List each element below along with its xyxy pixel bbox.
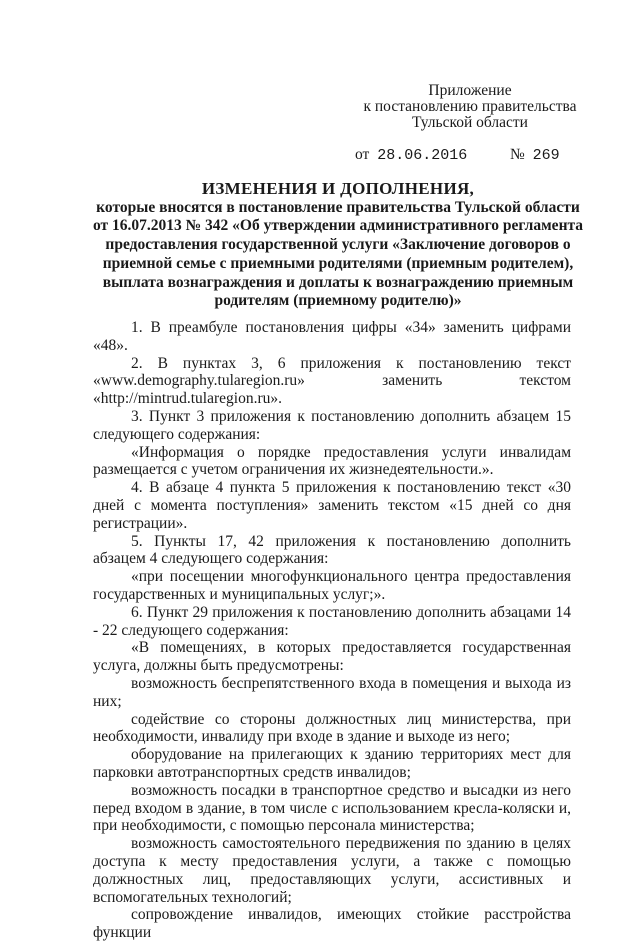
title-main: ИЗМЕНЕНИЯ И ДОПОЛНЕНИЯ, bbox=[201, 179, 475, 198]
document-number: 269 bbox=[532, 147, 560, 164]
paragraph-2: 2. В пунктах 3, 6 приложения к постановлению текст «www.demography.tularegion.ru» заменить текстом «http://mintrud.tularegion.ru». bbox=[93, 354, 571, 408]
paragraph-6-quote-intro: «В помещениях, в которых предоставляется государственная услуга, должны быть предусмотрены: bbox=[93, 639, 571, 675]
list-item: возможность посадки в транспортное средство и высадки из него перед входом в здание, в том числе с использованием кресла-коляски и, при необходимости, с помощью персонала министерства; bbox=[93, 781, 571, 835]
list-item: оборудование на прилегающих к зданию территориях мест для парковки автотранспортных средств инвалидов; bbox=[93, 746, 571, 781]
list-item: возможность самостоятельного передвижения по зданию в целях доступа к месту предоставления услуги, а также с помощью должностных лиц, предоставляющих услуги, ассистивных и вспомогательных технологий; bbox=[93, 835, 571, 906]
appendix-header bbox=[355, 83, 585, 131]
number-group bbox=[510, 146, 560, 164]
paragraph-1: 1. В преамбуле постановления цифры «34» заменить цифрами «48». bbox=[93, 319, 571, 354]
document-body bbox=[93, 319, 571, 942]
date-label: от bbox=[355, 146, 370, 163]
list-item: сопровождение инвалидов, имеющих стойкие расстройства функции bbox=[93, 906, 571, 942]
paragraph-3: 3. Пункт 3 приложения к постановлению дополнить абзацем 15 следующего содержания: bbox=[93, 407, 571, 443]
number-label: № bbox=[510, 146, 525, 163]
paragraph-5-quote: «при посещении многофункционального центра предоставления государственных и муниципальных услуг;». bbox=[93, 568, 571, 603]
appendix-label: Приложение bbox=[428, 82, 512, 99]
title-subtitle: которые вносятся в постановление правительства Тульской области от 16.07.2013 № 342 «Об утверждении административного регламента предоставления государственной услуги «Заключение договоров о приемной семье с приемными родителями (приемным родителем), выплата вознаграждения и доплаты к вознаграждению приемным родителям (приемному родителю)» bbox=[92, 198, 584, 310]
appendix-region: Тульской области bbox=[412, 114, 528, 131]
document-title bbox=[88, 180, 588, 311]
paragraph-3-quote: «Информация о порядке предоставления услуги инвалидам размещается с учетом ограничения их жизнедеятельности.». bbox=[93, 443, 571, 479]
paragraph-5: 5. Пункты 17, 42 приложения к постановлению дополнить абзацем 4 следующего содержания: bbox=[93, 532, 571, 568]
document-date-number bbox=[355, 146, 575, 164]
appendix-reference: к постановлению правительства bbox=[363, 98, 577, 115]
paragraph-4: 4. В абзаце 4 пункта 5 приложения к постановлению текст «30 дней с момента поступления» заменить текстом «15 дней со дня регистрации». bbox=[93, 479, 571, 532]
document-date: 28.06.2016 bbox=[377, 147, 468, 164]
list-item: возможность беспрепятственного входа в помещения и выхода из них; bbox=[93, 674, 571, 710]
paragraph-6: 6. Пункт 29 приложения к постановлению дополнить абзацами 14 - 22 следующего содержания: bbox=[93, 603, 571, 639]
list-item: содействие со стороны должностных лиц министерства, при необходимости, инвалиду при входе в здание и выходе из него; bbox=[93, 710, 571, 746]
